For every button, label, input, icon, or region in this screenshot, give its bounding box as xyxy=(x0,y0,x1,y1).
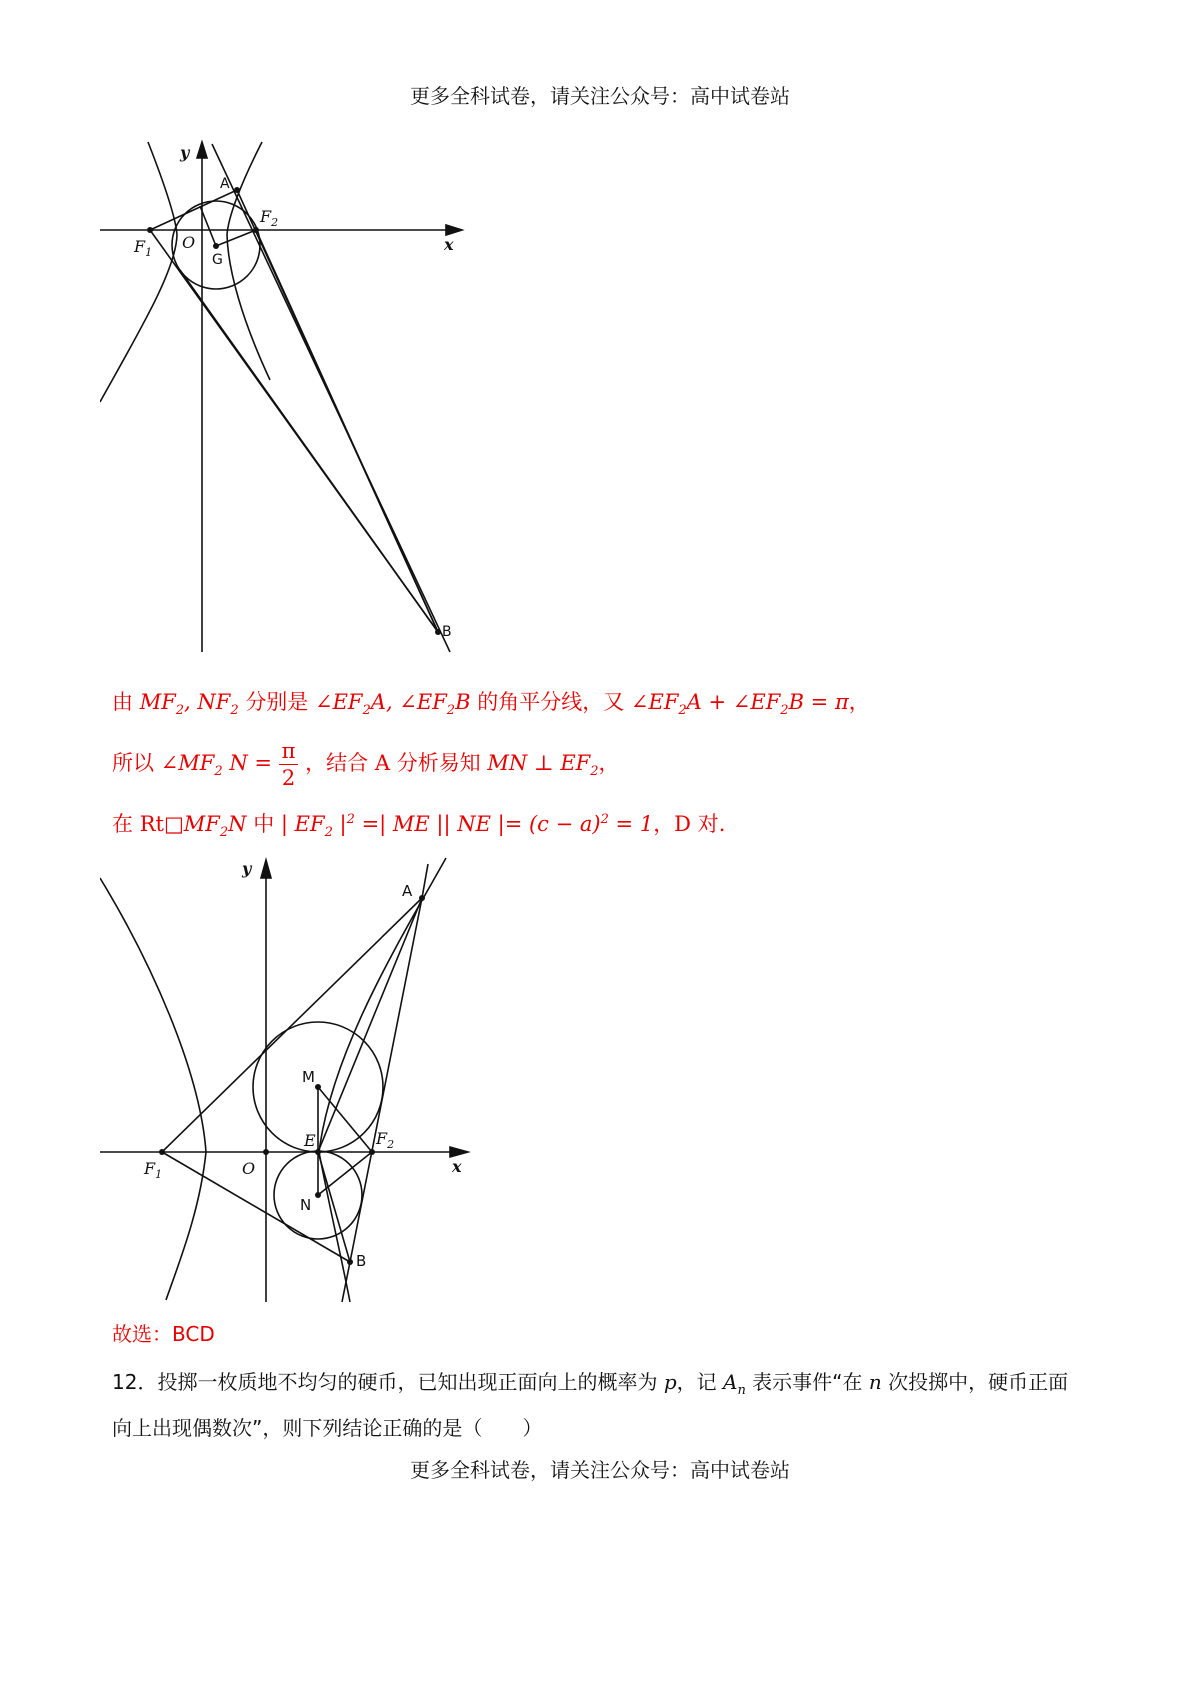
answer-line: 故选：BCD xyxy=(112,1322,215,1346)
line-G-B xyxy=(180,270,438,632)
line-F2-B xyxy=(256,230,438,632)
label-A: A xyxy=(220,176,230,192)
page-footer: 更多全科试卷，请关注公众号：高中试卷站 xyxy=(410,1458,790,1482)
y-axis-arrow xyxy=(261,860,271,878)
label-x: x xyxy=(444,235,454,254)
label-O: O xyxy=(242,1159,256,1178)
figure-1-hyperbola-diagram xyxy=(100,140,500,660)
label-G: G xyxy=(212,252,223,268)
label-y: y xyxy=(180,143,190,162)
question-12-line-1: 12．投掷一枚质地不均匀的硬币，已知出现正面向上的概率为 p，记 $A_n$ 表示事件“在 n 次投掷中，硬币正面 xyxy=(112,1370,1069,1398)
line-A-B xyxy=(350,898,422,1262)
line-F1-A xyxy=(150,190,237,230)
solution-line-1: 由 $MF_2$, $NF_2$ 分别是 $\angle EF_2A$, $\angle EF_2B$ 的角平分线，又 $\angle EF_2A$ + $\angle EF_2B = \pi$， xyxy=(112,690,870,719)
figure-2-hyperbola-diagram xyxy=(100,850,480,1310)
fraction-pi-over-2: $\frac{\pi}{2}$ xyxy=(279,738,299,791)
x-axis-arrow xyxy=(446,225,462,235)
label-F2: $F_2$ xyxy=(376,1129,395,1151)
hyperbola-left-branch xyxy=(100,878,206,1300)
hyperbola-left-branch xyxy=(100,142,177,402)
segment-G-F2 xyxy=(216,230,256,246)
segment-E-A xyxy=(318,898,422,1152)
label-M: M xyxy=(302,1068,315,1086)
label-x: x xyxy=(452,1157,462,1176)
label-y: y xyxy=(242,859,252,878)
label-F1: $F_1$ xyxy=(134,237,153,259)
line-F1-A xyxy=(162,898,422,1152)
label-B: B xyxy=(442,624,452,640)
y-axis-arrow xyxy=(197,142,207,158)
label-B: B xyxy=(356,1252,367,1270)
label-O: O xyxy=(182,233,196,252)
segment-M-F2 xyxy=(318,1087,372,1152)
label-F2: $F_2$ xyxy=(260,207,279,229)
question-12-line-2: 向上出现偶数次”，则下列结论正确的是（ ） xyxy=(112,1416,543,1440)
page-header: 更多全科试卷，请关注公众号：高中试卷站 xyxy=(410,84,790,108)
x-axis-arrow xyxy=(450,1147,468,1157)
line-tangent-B xyxy=(212,144,450,652)
label-A: A xyxy=(402,882,413,900)
label-N: N xyxy=(300,1196,312,1214)
label-F1: $F_1$ xyxy=(144,1159,163,1181)
label-E: E xyxy=(304,1131,316,1150)
solution-line-3: 在 $Rt□MF_2N$ 中 | $EF_2$ $|^2$ =| ME || NE |= $(c - a)^2 = 1$，D 对. xyxy=(112,812,726,841)
solution-line-2: 所以 $\angle MF_2$ N = $\frac{\pi}{2}$ ，结合 A 分析易知 MN ⊥ $EF_2$， xyxy=(112,739,620,790)
